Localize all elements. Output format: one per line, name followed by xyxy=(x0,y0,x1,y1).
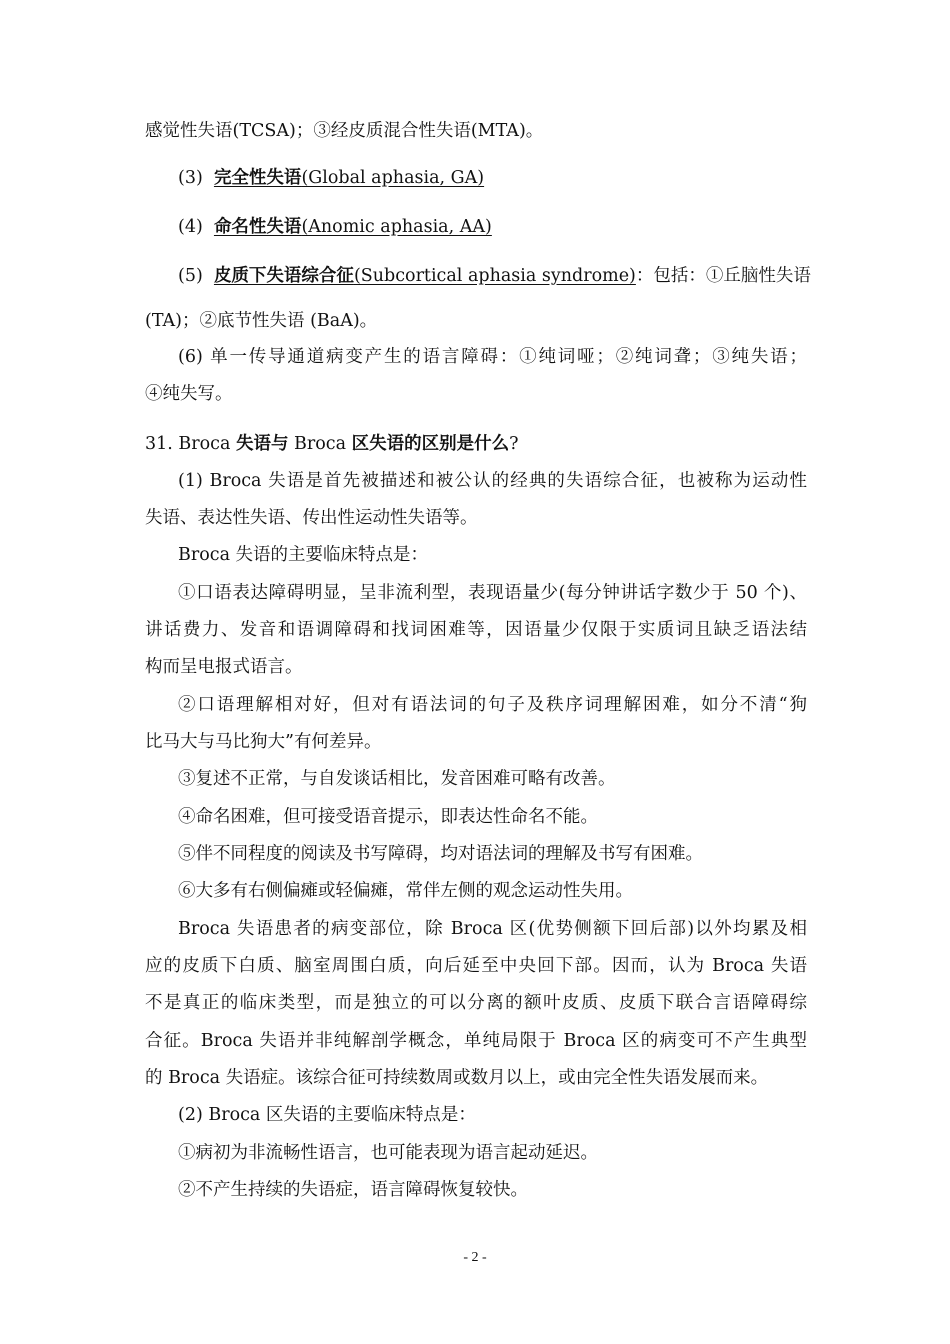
item-tail: ：包括：①丘脑性失语 xyxy=(635,266,811,286)
text-line: 的 Broca 失语症。该综合征可持续数周或数月以上，或由完全性失语发展而来。 xyxy=(145,1068,769,1088)
item-english: (Subcortical aphasia syndrome) xyxy=(353,266,636,286)
text-line: (6) 单一传导通道病变产生的语言障碍：①纯词哑；②纯词聋；③纯失语； xyxy=(178,347,807,367)
text-line: ⑥大多有右侧偏瘫或轻偏瘫，常伴左侧的观念运动性失用。 xyxy=(178,881,633,901)
question-mark: ? xyxy=(509,434,519,454)
text-line: ①病初为非流畅性语言，也可能表现为语言起动延迟。 xyxy=(178,1143,598,1163)
text-line: ⑤伴不同程度的阅读及书写障碍，均对语法词的理解及书写有困难。 xyxy=(178,844,703,864)
text-line: ③复述不正常，与自发谈话相比，发音困难可略有改善。 xyxy=(178,769,616,789)
text-line: (TA)；②底节性失语 (BaA)。 xyxy=(145,311,378,331)
text-line: 比马大与马比狗大”有何差异。 xyxy=(145,732,382,752)
text-line: ①口语表达障碍明显，呈非流利型，表现语量少(每分钟讲话字数少于 50 个)、 xyxy=(178,583,807,603)
question-text-part: 失语与 xyxy=(235,434,289,454)
item-title: 完全性失语 xyxy=(213,168,302,188)
page-number: - 2 - xyxy=(463,1250,487,1265)
text-line: 讲话费力、发音和语调障碍和找词困难等，因语量少仅限于实质词且缺乏语法结 xyxy=(145,620,807,640)
text-line: ②口语理解相对好，但对有语法词的句子及秩序词理解困难，如分不清“狗 xyxy=(178,695,807,715)
text-line: 失语、表达性失语、传出性运动性失语等。 xyxy=(145,508,478,528)
item-heading xyxy=(214,168,484,188)
text-line: (1) Broca 失语是首先被描述和被公认的经典的失语综合征，也被称为运动性 xyxy=(178,471,807,491)
question-heading xyxy=(145,432,807,456)
item-english: (Global aphasia, GA) xyxy=(301,168,485,188)
item-number: (3) xyxy=(178,168,203,188)
text-line: Broca 失语患者的病变部位，除 Broca 区(优势侧额下回后部)以外均累及相 xyxy=(178,919,807,939)
text-line: (2) Broca 区失语的主要临床特点是： xyxy=(178,1105,476,1125)
item-heading xyxy=(214,266,636,286)
text-line: ④纯失写。 xyxy=(145,384,233,404)
item-title: 命名性失语 xyxy=(213,217,302,237)
list-item-subcortical-aphasia xyxy=(178,264,811,288)
text-line: ②不产生持续的失语症，语言障碍恢复较快。 xyxy=(178,1180,528,1200)
text-line: 构而呈电报式语言。 xyxy=(145,657,303,677)
item-number: (5) xyxy=(178,266,203,286)
item-number: (4) xyxy=(178,217,203,237)
list-item-global-aphasia xyxy=(178,166,807,190)
question-number: 31. Broca xyxy=(145,434,236,454)
question-text-part: Broca xyxy=(288,434,352,454)
list-item-anomic-aphasia xyxy=(178,215,807,239)
text-line: Broca 失语的主要临床特点是： xyxy=(178,545,429,565)
text-line: ④命名困难，但可接受语音提示，即表达性命名不能。 xyxy=(178,807,598,827)
text-line: 应的皮质下白质、脑室周围白质，向后延至中央回下部。因而，认为 Broca 失语 xyxy=(145,956,807,976)
item-title: 皮质下失语综合征 xyxy=(213,266,354,286)
text-line: 合征。Broca 失语并非纯解剖学概念，单纯局限于 Broca 区的病变可不产生典型 xyxy=(145,1031,807,1051)
text-line: 感觉性失语(TCSA)；③经皮质混合性失语(MTA)。 xyxy=(145,121,544,141)
text-line: 不是真正的临床类型，而是独立的可以分离的额叶皮质、皮质下联合言语障碍综 xyxy=(145,993,807,1013)
item-heading xyxy=(214,217,492,237)
item-english: (Anomic aphasia, AA) xyxy=(301,217,492,237)
question-text-part: 区失语的区别是什么 xyxy=(351,434,510,454)
